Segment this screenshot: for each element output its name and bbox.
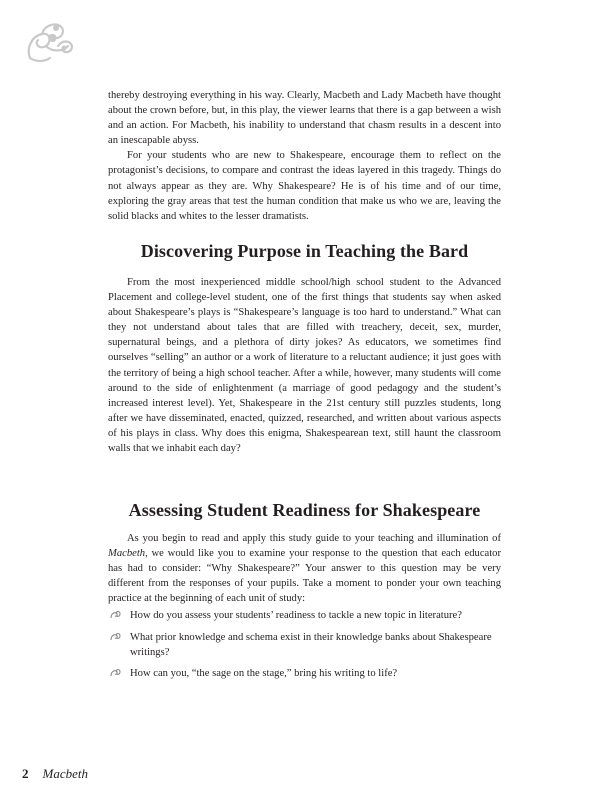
intro-paragraph-1: thereby destroying everything in his way. Clearly, Macbeth and Lady Macbeth have thought about the crown before, but, in this play, the viewer learns that there is a gap between a wish and an action. For Macbeth, his inability to understand that chasm results in a descent into an inescapable abyss. bbox=[108, 90, 501, 147]
intro-paragraph-2: For your students who are new to Shakespeare, encourage them to reflect on the protagonist’s decisions, to compare and contrast the ideas layered in this tragedy. Things do not always appear as they are. Why Shakespeare? He is of his time and of our time, exploring the gray areas that test the human condition that make us who we are, leaving the solid blacks and whites to the lesser dramatists. bbox=[108, 150, 501, 222]
page-footer bbox=[22, 766, 88, 782]
list-item-text: How can you, “the sage on the stage,” bring his writing to life? bbox=[130, 667, 398, 679]
running-title: Macbeth bbox=[42, 766, 88, 781]
list-item bbox=[108, 608, 501, 623]
list-item bbox=[108, 630, 501, 660]
floral-ornament-icon bbox=[22, 18, 74, 66]
floral-bullet-icon bbox=[110, 632, 121, 642]
floral-bullet-icon bbox=[110, 668, 121, 678]
section-heading-assessing-readiness: Assessing Student Readiness for Shakespeare bbox=[128, 500, 481, 520]
section1-block bbox=[108, 275, 501, 456]
readiness-question-list bbox=[108, 608, 501, 680]
list-item bbox=[108, 666, 501, 681]
section2-paragraph bbox=[108, 531, 501, 606]
intro-block bbox=[108, 88, 501, 224]
floral-bullet-icon bbox=[110, 610, 121, 620]
list-item-text: What prior knowledge and schema exist in their knowledge banks about Shakespeare writings? bbox=[130, 631, 492, 658]
section2-text-title-italic: Macbeth bbox=[108, 548, 146, 560]
section2-text-start: As you begin to read and apply this study guide to your teaching and illumination of bbox=[127, 533, 501, 544]
page-number: 2 bbox=[22, 766, 29, 781]
section1-paragraph: From the most inexperienced middle school/high school student to the Advanced Placement and college-level student, one of the first things that students say when asked about Shakespeare’s plays is “Shakespeare’s language is too hard to understand.” What can they not understand about tales that are filled with treachery, deceit, sex, murder, supernatural beings, and a plethora of dirty jokes? As educators, we sometimes find ourselves “selling” an author or a work of literature to a reluctant audience; it just goes with the territory of being a high school teacher. After a while, however, many students will come around to the side of enlightenment (a marriage of good pedagogy and the student’s increased interest level). Yet, Shakespeare in the 21st century still puzzles students, long after we have disseminated, enacted, quizzed, researched, and written about various aspects of his plays in class. Why does this enigma, Shakespearean text, still haunt the classroom walls that we inhabit each day? bbox=[108, 277, 501, 455]
section2-text-end: , we would like you to examine your response to the question that each educator has had to consider: “Why Shakespeare?” Your answer to this question may be very different from the responses of your pupils. Take a moment to ponder your own teaching practice at the beginning of each unit of study: bbox=[108, 548, 501, 605]
section2-block bbox=[108, 531, 501, 687]
section-heading-discovering-purpose: Discovering Purpose in Teaching the Bard bbox=[140, 241, 469, 261]
list-item-text: How do you assess your students’ readiness to tackle a new topic in literature? bbox=[130, 610, 462, 622]
